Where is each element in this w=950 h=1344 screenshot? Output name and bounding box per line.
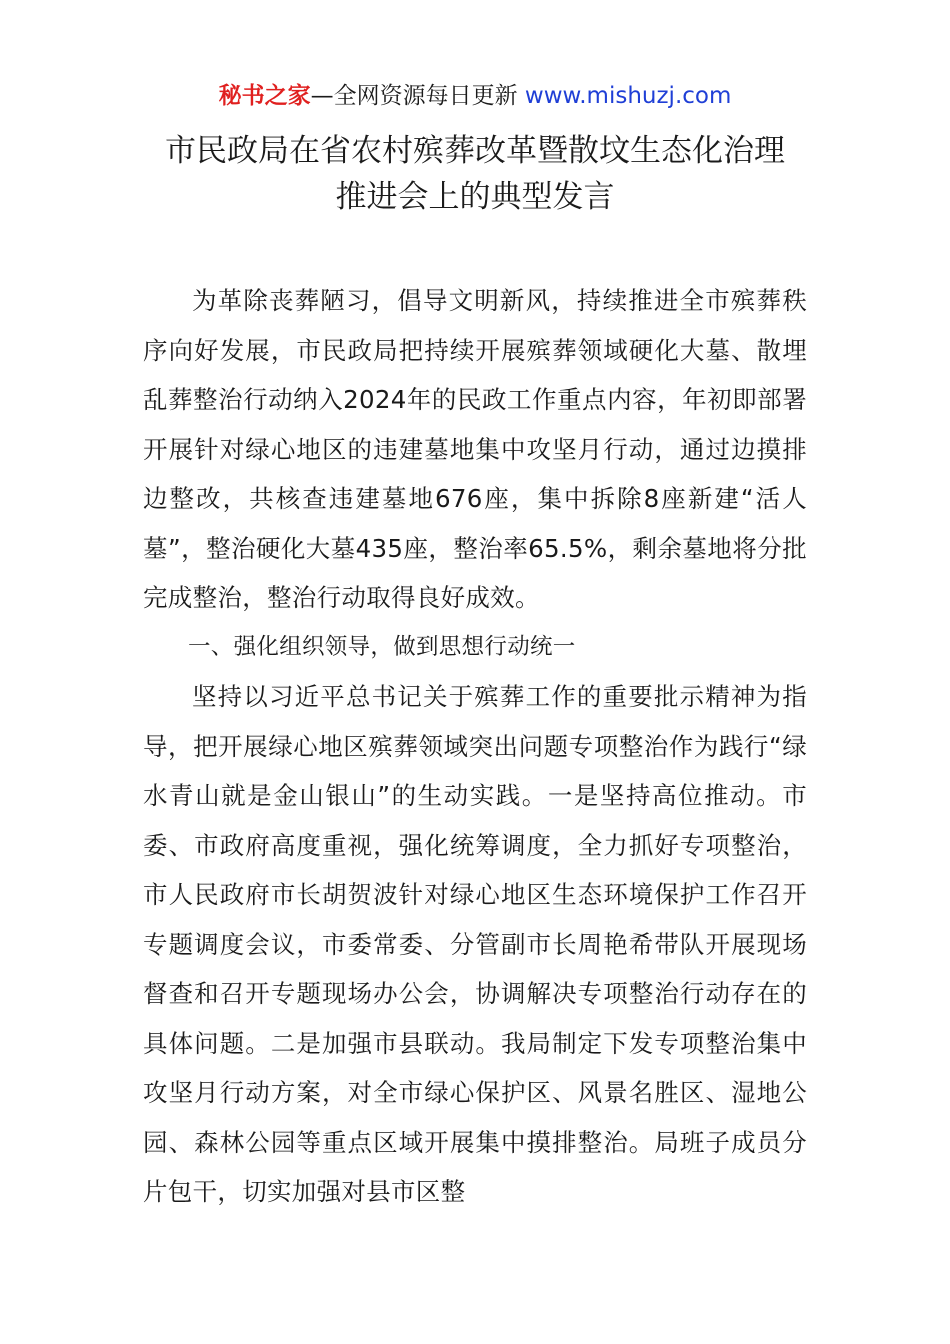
banner-url-link[interactable]: www.mishuzj.com <box>524 83 732 109</box>
section-heading-1: 一、强化组织领导，做到思想行动统一 <box>188 633 576 660</box>
site-banner <box>0 80 950 112</box>
banner-tagline: —全网资源每日更新 <box>310 83 525 109</box>
document-title <box>0 128 950 220</box>
banner-brand: 秘书之家 <box>218 83 311 109</box>
paragraph-intro: 为革除丧葬陋习，倡导文明新风，持续推进全市殡葬秩序向好发展，市民政局把持续开展殡葬领域硬化大墓、散埋乱葬整治行动纳入2024年的民政工作重点内容，年初即部署开展针对绿心地区的违建墓地集中攻坚月行动，通过边摸排边整改，共核查违建墓地676座，集中拆除8座新建“活人墓”，整治硬化大墓435座，整治率65.5%，剩余墓地将分批完成整治，整治行动取得良好成效。 <box>143 286 807 612</box>
title-line-1: 市民政局在省农村殡葬改革暨散坟生态化治理 <box>165 133 785 169</box>
document-body <box>143 276 807 1217</box>
title-line-2: 推进会上的典型发言 <box>335 179 615 215</box>
paragraph-section-1: 坚持以习近平总书记关于殡葬工作的重要批示精神为指导，把开展绿心地区殡葬领域突出问题专项整治作为践行“绿水青山就是金山银山”的生动实践。一是坚持高位推动。市委、市政府高度重视，强化统筹调度，全力抓好专项整治，市人民政府市长胡贺波针对绿心地区生态环境保护工作召开专题调度会议，市委常委、分管副市长周艳希带队开展现场督查和召开专题现场办公会，协调解决专项整治行动存在的具体问题。二是加强市县联动。我局制定下发专项整治集中攻坚月行动方案，对全市绿心保护区、风景名胜区、湿地公园、森林公园等重点区域开展集中摸排整治。局班子成员分片包干，切实加强对县市区整 <box>143 682 807 1206</box>
